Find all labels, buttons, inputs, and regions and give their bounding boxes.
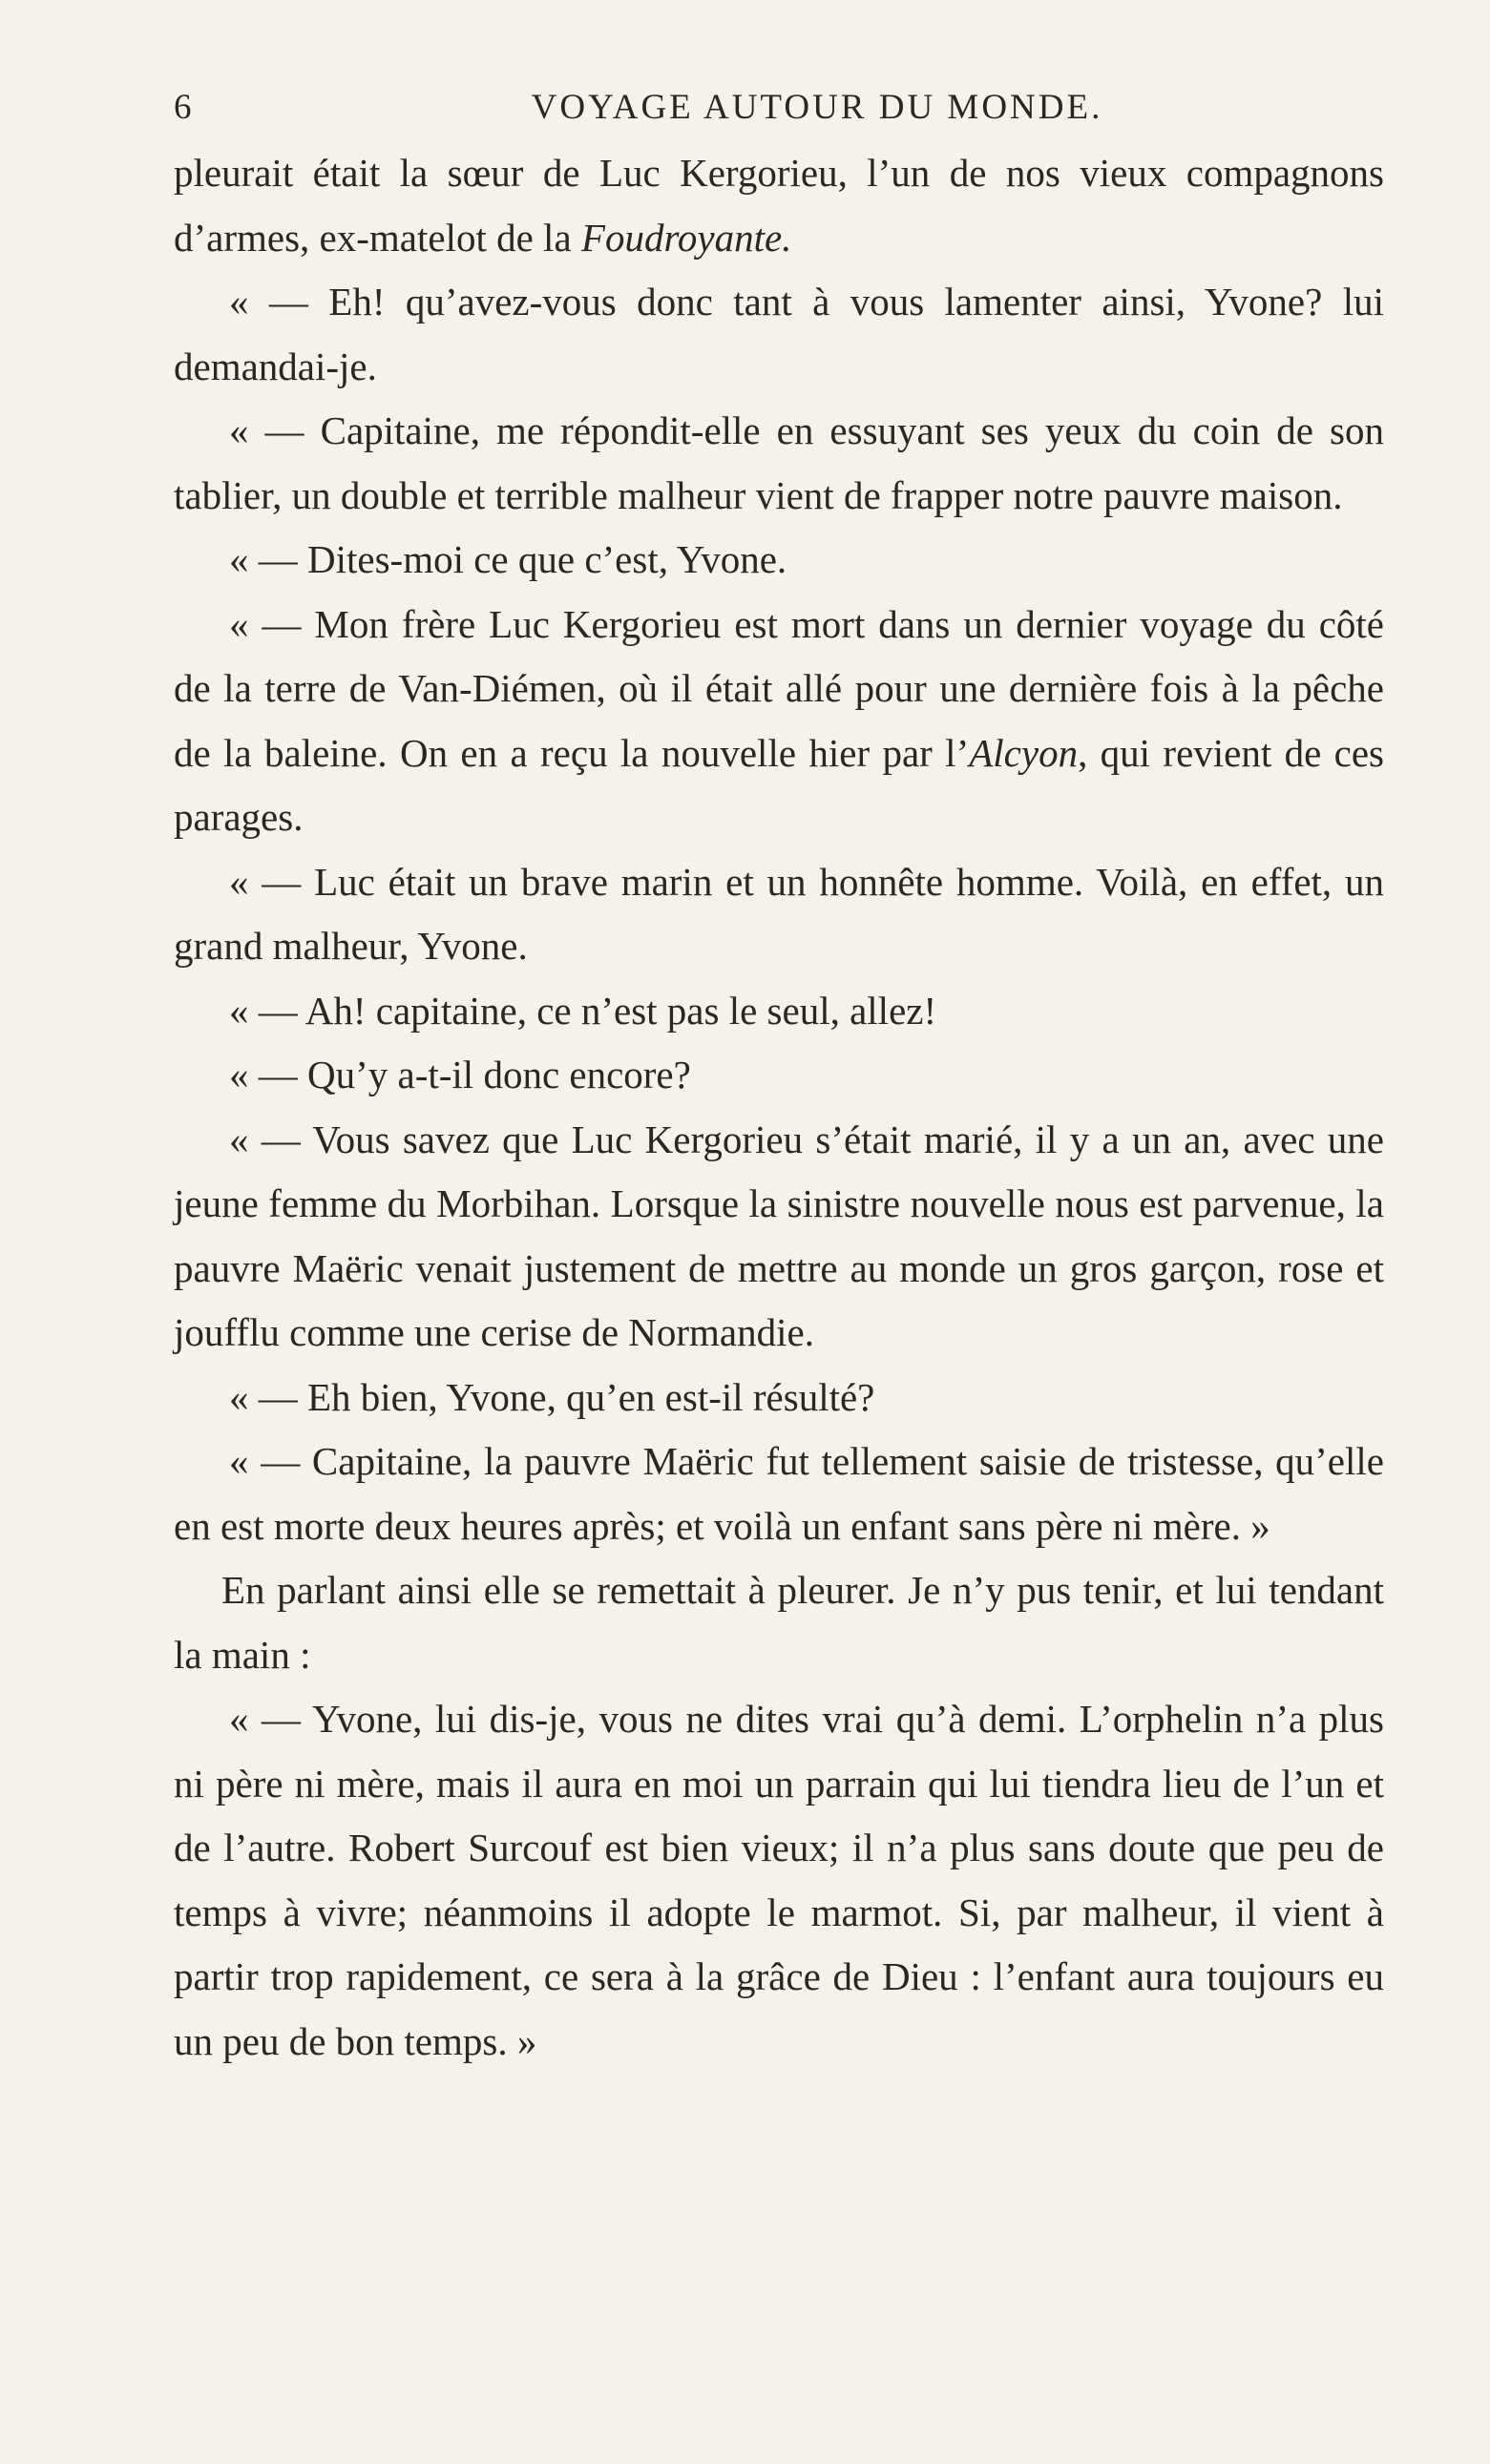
paragraph-text: pleurait était la sœur de Luc Kergorieu, l’un de nos vieux compagnons d’armes, ex-matelot de la (174, 151, 1384, 260)
body-text (174, 141, 1384, 2074)
paragraph-dialogue: « — Vous savez que Luc Kergorieu s’était marié, il y a un an, avec une jeune femme du Morbihan. Lorsque la sinistre nouvelle nous est parvenue, la pauvre Maëric venait justement de mettre au monde un gros garçon, rose et joufflu comme une cerise de Normandie. (174, 1117, 1384, 1354)
ship-name: Alcyon (969, 730, 1079, 775)
running-head (174, 84, 1384, 132)
paragraph-dialogue: « — Capitaine, la pauvre Maëric fut tellement saisie de tristesse, qu’elle en est morte deux heures après; et voilà un enfant sans père ni mère. » (174, 1439, 1384, 1548)
paragraph-text: « — Mon frère Luc Kergorieu est mort dans un dernier voyage du côté de la terre de Van-Diémen, où il était allé pour une dernière fois à la pêche de la baleine. On en a reçu la nouvelle hier par l’ (174, 601, 1384, 775)
paragraph-text: , qui revient de ces parages. (174, 730, 1384, 839)
page-number: 6 (174, 88, 195, 127)
ship-name: Foudroyante. (580, 215, 792, 260)
paragraph-dialogue: « — Capitaine, me répondit-elle en essuyant ses yeux du coin de son tablier, un double et terrible malheur vient de frapper notre pauvre maison. (174, 408, 1384, 517)
running-title: VOYAGE AUTOUR DU MONDE. (531, 88, 1103, 127)
paragraph-dialogue: « — Eh! qu’avez-vous donc tant à vous lamenter ainsi, Yvone? lui demandai-je. (174, 280, 1384, 388)
paragraph-dialogue (174, 593, 1384, 850)
paragraph-continuation (174, 141, 1384, 270)
paragraph-dialogue: « — Eh bien, Yvone, qu’en est-il résulté? (229, 1374, 875, 1419)
paragraph-dialogue: « — Qu’y a-t-il donc encore? (229, 1053, 691, 1096)
paragraph-dialogue: « — Dites-moi ce que c’est, Yvone. (229, 537, 787, 581)
paragraph-narrative: En parlant ainsi elle se remettait à pleurer. Je n’y pus tenir, et lui tendant la main : (174, 1568, 1384, 1677)
paragraph-dialogue: « — Luc était un brave marin et un honnête homme. Voilà, en effet, un grand malheur, Yvone. (174, 859, 1384, 968)
paragraph-dialogue: « — Ah! capitaine, ce n’est pas le seul, allez! (229, 988, 937, 1033)
paragraph-dialogue: « — Yvone, lui dis-je, vous ne dites vrai qu’à demi. L’orphelin n’a plus ni père ni mère, mais il aura en moi un parrain qui lui tiendra lieu de l’un et de l’autre. Robert Surcouf est bien vieux; il n’a plus sans doute que peu de temps à vivre; néanmoins il adopte le marmot. Si, par malheur, il vient à partir trop rapidement, ce sera à la grâce de Dieu : l’enfant aura toujours eu un peu de bon temps. » (174, 1697, 1384, 2063)
